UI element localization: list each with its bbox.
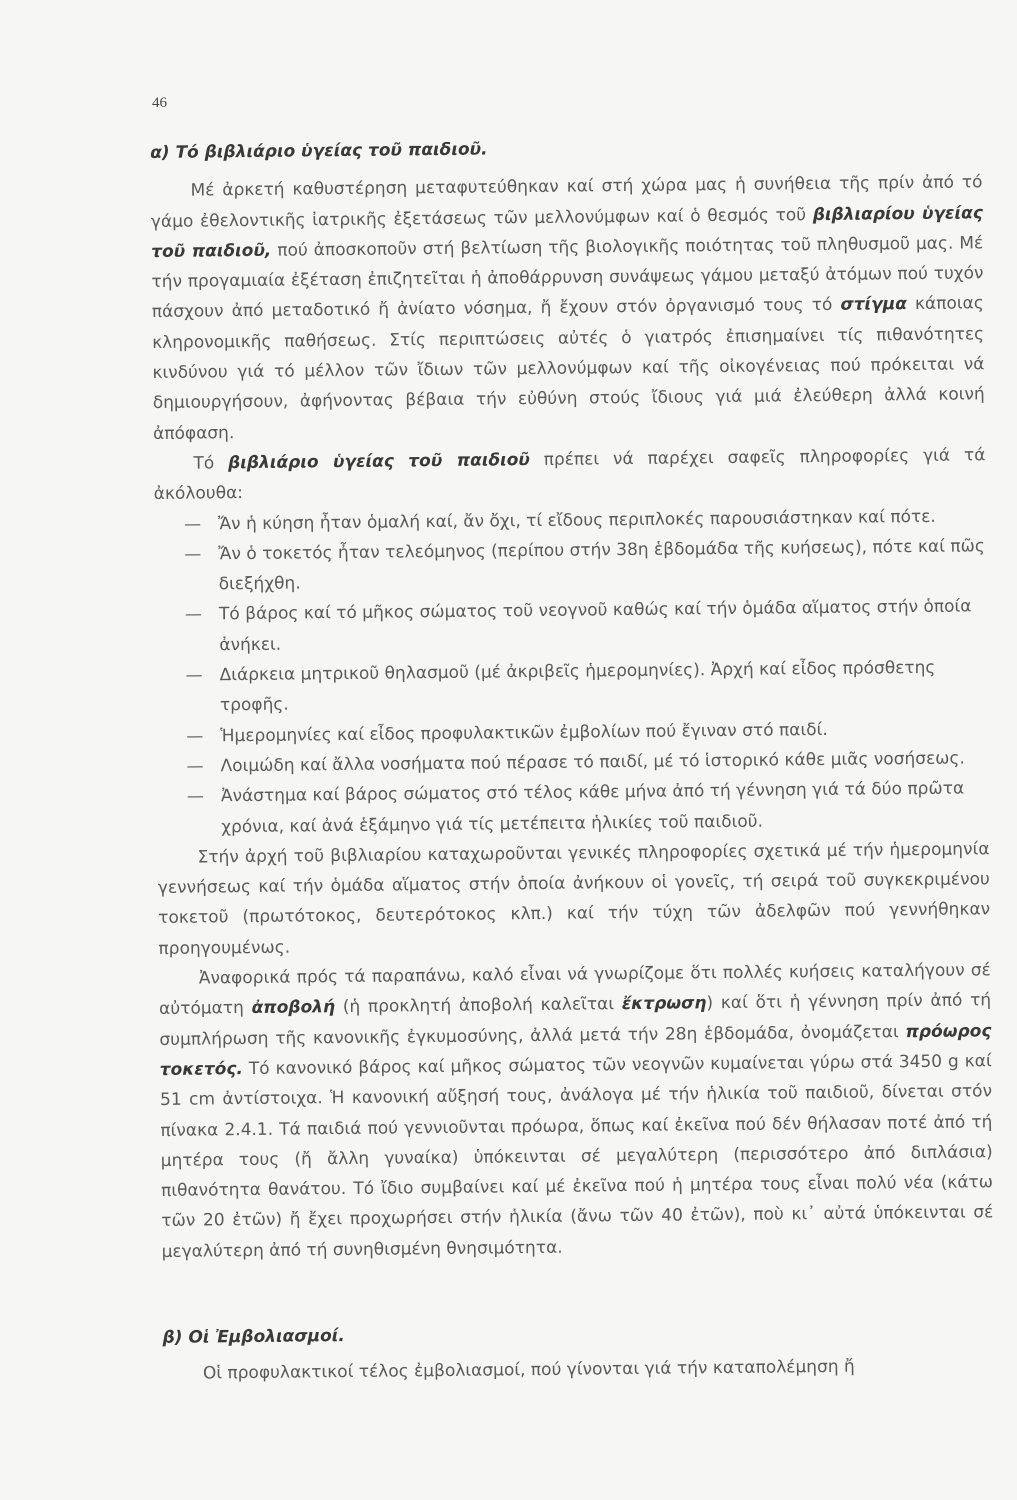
list-item: — Ἡμερομηνίες καί εἶδος προφυλακτικῶν ἐμβολίων πού ἔγιναν στό παιδί. [156,713,988,752]
text-run: Μέ ἀρκετή καθυστέρηση μεταφυτεύθηκαν καί στή χώρα μας ἡ συνήθεια τῆς πρίν ἀπό τό γάμο ἐθελοντικῆς ἰατρικῆς ἐξετάσεως τῶν μελλονύμφων καί ὁ θεσμός τοῦ [150,172,983,232]
term-premature-birth: πρόωρος τοκετός. [159,1020,992,1080]
text-run: ) καί ὅτι ἡ γέννηση πρίν ἀπό τή συμπλήρωση τῆς κανονικῆς ἐγκυμοσύνης, ἀλλά μετά τήν 28η ἑβδομάδα, ὀνομάζεται [159,990,992,1050]
section-b-heading: β) Οἱ Ἐμβολιασμοί. [162,1326,345,1348]
term-miscarriage: ἀποβολή [251,997,336,1019]
page-body [150,129,995,1389]
text-run: Τό [193,453,229,474]
text-run: πού ἀποσκοποῦν στή βελτίωση τῆς βιολογικῆς ποιότητας τοῦ πληθυσμοῦ μας. Μέ τήν προγαμιαία ἐξέταση ἐπιζητεῖται ἡ ἀποθάρρυνση συνάψεως γάμου μεταξύ ἀτόμων πού τυχόν πάσχουν ἀπό μεταδοτικό ἤ ἀνίατο νόσημα, ἤ ἔχουν στόν ὀργανισμό τους τό [151,233,984,323]
section-a-paragraph-1 [150,168,985,449]
term-health-booklet: βιβλιάριο ὑγείας τοῦ παιδιοῦ [227,450,530,474]
text-run: κάποιας κληρονομικῆς παθήσεως. Στίς περιπτώσεις αὐτές ὁ γιατρός ἐπισημαίνει τίς πιθανότητες κινδύνου γιά τό μέλλον τῶν ἴδιων τῶν μελλονύμφων καί τῆς οἰκογένειας πού πρόκειται νά δημιουργήσουν, ἀφήνοντας βέβαια τήν εὐθύνη στούς ἴδιους γιά μιά ἐλεύθερη ἀλλά κοινή ἀπόφαση. [152,293,985,444]
term-abortion: ἔκτρωση [621,993,707,1015]
term-health-booklet: βιβλιαρίου ὑγείας τοῦ παιδιοῦ, [151,202,983,262]
text-run: πρέπει νά παρέχει σαφεῖς πληροφορίες γιά τά ἀκόλουθα: [153,445,986,505]
list-item: — Λοιμώδη καί ἄλλα νοσήματα πού πέρασε τό παιδί, μέ τό ἱστορικό κάθε μιᾶς νοσήσεως. [156,743,988,782]
section-b-paragraph-1: Οἱ προφυλακτικοί τέλος ἐμβολιασμοί, πού γίνονται γιά τήν καταπολέμηση ἤ [202,1356,855,1384]
info-list [154,501,989,843]
page-number: 46 [152,95,167,111]
list-item: — Ἀνάστημα καί βάρος σώματος στό τέλος κάθε μήνα ἀπό τή γέννηση γιά τά δύο πρῶτα χρόνια, καί ἀνά ἑξάμηνο γιά τίς μετέπειτα ἡλικίες τοῦ παιδιοῦ. [157,773,990,842]
list-item: — Διάρκεια μητρικοῦ θηλασμοῦ (μέ ἀκριβεῖς ἡμερομηνίες). Ἀρχή καί εἶδος πρόσθετης τροφῆς. [155,652,988,721]
text-run: Ἀναφορικά πρός τά παραπάνω, καλό εἶναι νά γνωρίζομε ὅτι πολλές κυήσεις καταλήγουν σέ αὐτόματη [159,960,991,1020]
list-item: — Τό βάρος καί τό μῆκος σώματος τοῦ νεογνοῦ καθώς καί τήν ὁμάδα αἵματος στήν ὁποία ἀνήκει. [155,592,988,661]
section-a-paragraph-3: Στήν ἀρχή τοῦ βιβλιαρίου καταχωροῦνται γενικές πληροφορίες σχετικά μέ τήν ἡμερομηνία γεννήσεως καί τήν ὁμάδα αἵματος στήν ὁποία ἀνήκουν οἱ γονεῖς, τή σειρά τοῦ συγκεκριμένου τοκετοῦ (πρωτότοκος, δευτερότοκος κλπ.) καί τήν τύχη τῶν ἀδελφῶν πού γεννήθηκαν προηγουμένως. [157,839,991,959]
text-run: (ἡ προκλητή ἀποβολή καλεῖται [334,994,622,1018]
list-item: — Ἄν ἡ κύηση ἦταν ὁμαλή καί, ἄν ὄχι, τί εἴδους περιπλοκές παρουσιάστηκαν καί πότε. [154,501,986,540]
list-item: — Ἄν ὁ τοκετός ἦταν τελεόμηνος (περίπου στήν 38η ἑβδομάδα τῆς κυήσεως), πότε καί πῶς διεξήχθη. [154,531,987,600]
text-run: Τό κανονικό βάρος καί μῆκος σώματος τῶν νεογνῶν κυμαίνεται γύρω στά 3450 g καί 51 cm ἀντίστοιχα. Ἡ κανονική αὔξησή τους, ἀνάλογα μέ τήν ἡλικία τοῦ παιδιοῦ, δίνεται στόν πίνακα 2.4.1. Τά παιδιά πού γεννιοῦνται πρόωρα, ὅπως καί ἐκεῖνα πού δέν θήλασαν ποτέ ἀπό τή μητέρα τους (ἤ ἄλλη γυναίκα) ὑπόκεινται σέ μεγαλύτερη (περισσότερο ἀπό διπλάσια) πιθανότητα θανάτου. Τό ἴδιο συμβαίνει καί μέ ἐκεῖνα πού ἡ μητέρα τους εἶναι πολύ νέα (κάτω τῶν 20 ἐτῶν) ἤ ἔχει προχωρήσει στήν ἡλικία (ἄνω τῶν 40 ἐτῶν), ποὺ κι᾽ αὐτά ὑπόκεινται σέ μεγαλύτερη ἀπό τή συνηθισμένη θνησιμότητα. [159,1051,994,1262]
term-stigma: στίγμα [840,294,907,316]
section-a-paragraph-4 [159,955,994,1267]
section-a-heading: α) Τό βιβλιάριο ὑγείας τοῦ παιδιοῦ. [150,139,488,163]
section-a-paragraph-2 [153,440,986,509]
